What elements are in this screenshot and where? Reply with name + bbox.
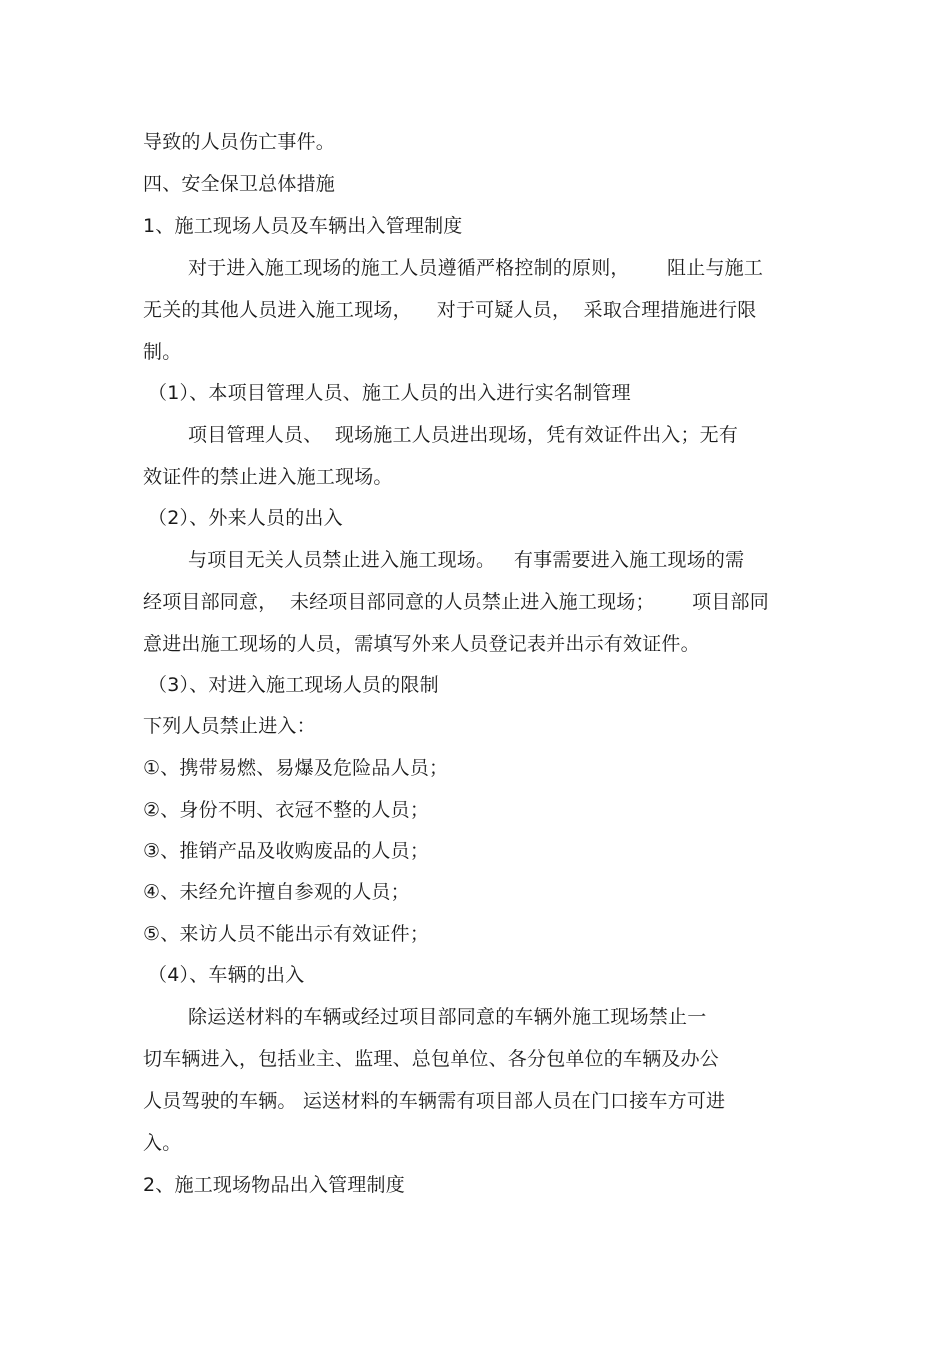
section-heading: 四、安全保卫总体措施 [143, 173, 336, 195]
text-line: 项目管理人员、 现场施工人员进出现场，凭有效证件出入；无有 [188, 424, 739, 446]
item-heading: （1）、本项目管理人员、施工人员的出入进行实名制管理 [148, 382, 631, 404]
text-line: 除运送材料的车辆或经过项目部同意的车辆外施工现场禁止一 [188, 1006, 707, 1028]
text-line: 导致的人员伤亡事件。 [143, 131, 336, 153]
text-line: 无关的其他人员进入施工现场， 对于可疑人员， 采取合理措施进行限 [143, 299, 757, 321]
text-line: 切车辆进入，包括业主、监理、总包单位、各分包单位的车辆及办公 [143, 1048, 720, 1070]
list-item: ②、身份不明、衣冠不整的人员； [143, 799, 430, 821]
list-item: ④、未经允许擅自参观的人员； [143, 881, 410, 903]
item-heading: （2）、外来人员的出入 [148, 507, 343, 529]
item-heading: （4）、车辆的出入 [148, 964, 305, 986]
text-line: 制。 [143, 341, 182, 363]
subsection-heading: 2、施工现场物品出入管理制度 [143, 1174, 405, 1196]
text-line: 与项目无关人员禁止进入施工现场。 有事需要进入施工现场的需 [188, 549, 745, 571]
text-line: 对于进入施工现场的施工人员遵循严格控制的原则， 阻止与施工 [188, 257, 764, 279]
text-line: 经项目部同意， 未经项目部同意的人员禁止进入施工现场； 项目部同 [143, 591, 769, 613]
text-line: 意进出施工现场的人员，需填写外来人员登记表并出示有效证件。 [143, 633, 700, 655]
list-item: ③、推销产品及收购废品的人员； [143, 840, 430, 862]
subsection-heading: 1、施工现场人员及车辆出入管理制度 [143, 215, 463, 237]
text-line: 效证件的禁止进入施工现场。 [143, 466, 393, 488]
item-heading: （3）、对进入施工现场人员的限制 [148, 674, 439, 696]
text-line: 人员驾驶的车辆。 运送材料的车辆需有项目部人员在门口接车方可进 [143, 1090, 726, 1112]
text-line: 下列人员禁止进入： [143, 715, 316, 737]
list-item: ①、携带易燃、易爆及危险品人员； [143, 757, 449, 779]
list-item: ⑤、来访人员不能出示有效证件； [143, 923, 430, 945]
text-line: 入。 [143, 1132, 182, 1154]
